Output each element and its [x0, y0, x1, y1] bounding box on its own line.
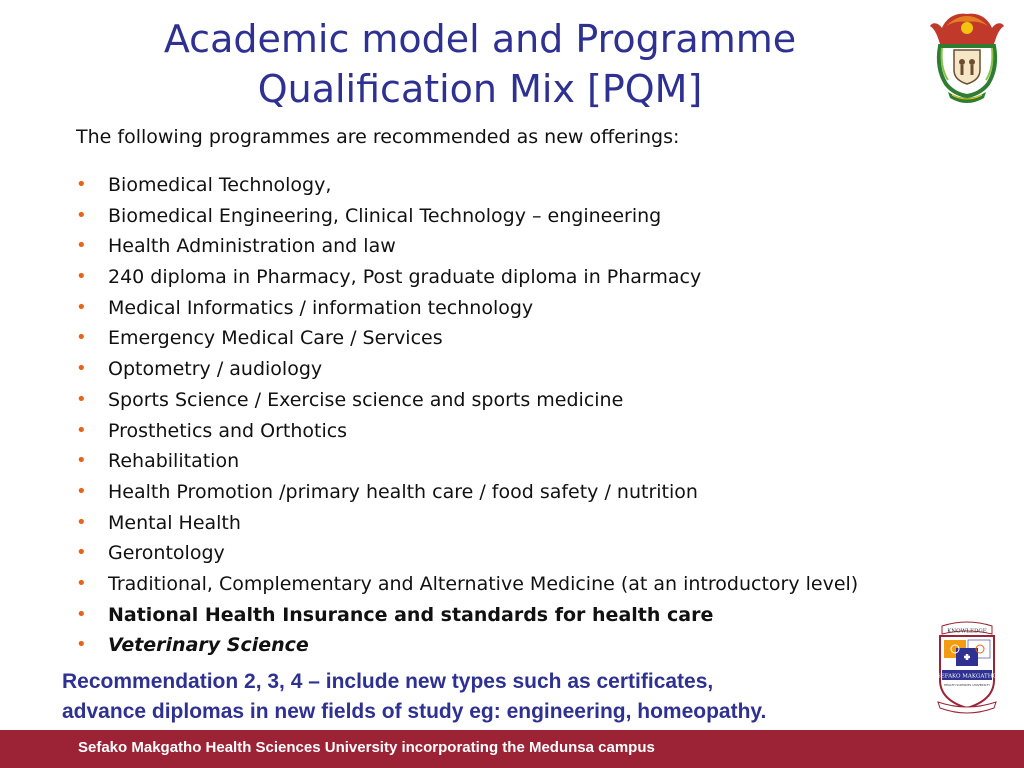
- programme-list-item: [76, 354, 858, 385]
- recommendation-line-1: Recommendation 2, 3, 4 – include new types such as certificates,: [62, 670, 714, 693]
- programme-name: Emergency Medical Care / Services: [108, 327, 443, 350]
- bullet-dot-icon: •: [76, 603, 87, 625]
- programme-name: Prosthetics and Orthotics: [108, 419, 348, 442]
- programme-list-item: [76, 600, 858, 631]
- programme-name: Health Promotion /primary health care / food safety / nutrition: [108, 480, 698, 503]
- bullet-dot-icon: •: [76, 450, 87, 472]
- bullet-dot-icon: •: [76, 480, 87, 502]
- logo-text-name: SEFAKO MAKGATHO: [936, 673, 998, 680]
- programme-name: 240 diploma in Pharmacy, Post graduate diploma in Pharmacy: [108, 266, 702, 289]
- programme-list-item: [76, 231, 858, 262]
- footer-text: Sefako Makgatho Health Sciences University incorporating the Medunsa campus: [78, 739, 655, 756]
- south-africa-coat-of-arms-icon: [926, 8, 1008, 108]
- programme-list-item: [76, 201, 858, 232]
- bullet-dot-icon: •: [76, 388, 87, 410]
- programme-list-item: [76, 323, 858, 354]
- bullet-dot-icon: •: [76, 511, 87, 533]
- programme-list-item: [76, 293, 858, 324]
- programme-name: Medical Informatics / information technology: [108, 296, 534, 319]
- programme-list-item: [76, 508, 858, 539]
- programme-name: Gerontology: [108, 542, 225, 565]
- recommendation-text: [62, 667, 942, 727]
- footer-bar: [0, 730, 1024, 768]
- programme-name: Traditional, Complementary and Alternative Medicine (at an introductory level): [108, 572, 859, 595]
- programme-list: [76, 170, 858, 661]
- programme-name: Rehabilitation: [108, 450, 240, 473]
- programme-name: Biomedical Engineering, Clinical Technology – engineering: [108, 204, 662, 227]
- programme-name: Veterinary Science: [108, 634, 309, 657]
- intro-text: The following programmes are recommended as new offerings:: [76, 126, 680, 148]
- slide-title-line-2: Qualification Mix [PQM]: [257, 67, 703, 111]
- programme-name: Biomedical Technology,: [108, 174, 332, 196]
- programme-list-item: [76, 569, 858, 600]
- programme-list-item: [76, 630, 858, 661]
- logo-text-knowledge: KNOWLEDGE: [947, 628, 987, 635]
- programme-name: Health Administration and law: [108, 235, 396, 258]
- bullet-dot-icon: •: [76, 235, 87, 257]
- programme-name: Optometry / audiology: [108, 358, 323, 381]
- bullet-dot-icon: •: [76, 327, 87, 349]
- programme-list-item: [76, 477, 858, 508]
- bullet-dot-icon: •: [76, 419, 87, 441]
- slide-title: [100, 14, 860, 114]
- recommendation-line-2: advance diplomas in new fields of study eg: engineering, homeopathy.: [62, 700, 767, 723]
- slide-title-line-1: Academic model and Programme: [163, 17, 797, 61]
- bullet-dot-icon: •: [76, 296, 87, 318]
- smu-university-crest-icon: [934, 620, 1000, 716]
- bullet-dot-icon: •: [76, 572, 87, 594]
- programme-list-item: [76, 538, 858, 569]
- bullet-dot-icon: •: [76, 204, 87, 226]
- programme-list-item: [76, 170, 858, 201]
- programme-name: Sports Science / Exercise science and sports medicine: [108, 388, 624, 411]
- programme-list-item: [76, 446, 858, 477]
- logo-text-university: HEALTH SCIENCES UNIVERSITY: [943, 683, 991, 687]
- programme-name: National Health Insurance and standards for health care: [108, 603, 714, 626]
- bullet-dot-icon: •: [76, 174, 87, 195]
- programme-list-item: [76, 416, 858, 447]
- bullet-dot-icon: •: [76, 358, 87, 380]
- programme-list-item: [76, 262, 858, 293]
- bullet-dot-icon: •: [76, 542, 87, 564]
- programme-name: Mental Health: [108, 511, 241, 534]
- bullet-dot-icon: •: [76, 634, 87, 656]
- programme-list-item: [76, 385, 858, 416]
- bullet-dot-icon: •: [76, 266, 87, 288]
